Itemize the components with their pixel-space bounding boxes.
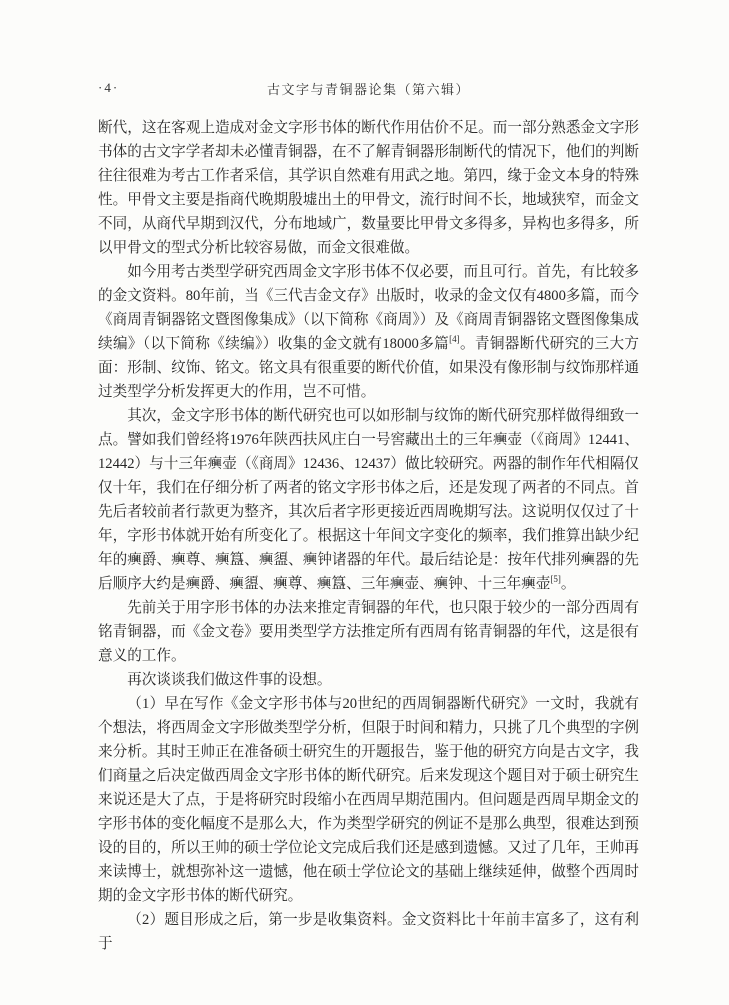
- paragraph: [98, 908, 639, 956]
- text-run: 再次谈谈我们做这件事的设想。: [127, 672, 332, 688]
- text-run: 其次，金文字形书体的断代研究也可以如形制与纹饰的断代研究那样做得细致一点。譬如我们曾经将1976年陕西扶风庄白一号窖藏出土的三年𤼈壶（《商周》12441、12442）与十三年𤼈壶（《商周》12436、12437）做比较研究。两器的制作年代相隔仅仅十年，我们在仔细分析了两者的铭文字形书体之后，还是发现了两者的不同点。首先后者较前者行款更为整齐，其次后者字形更接近西周晚期写法。这说明仅仅过了十年，字形书体就开始有所变化了。根据这十年间文字变化的频率，我们推算出缺少纪年的𤼈爵、𤼈尊、𤼈簋、𤼈盨、𤼈钟诸器的年代。最后结论是：按年代排列𤼈器的先后顺序大约是𤼈爵、𤼈盨、𤼈尊、𤼈簋、三年𤼈壶、𤼈钟、十三年𤼈壶: [98, 408, 639, 592]
- paragraph: [98, 404, 639, 596]
- text-run: 如今用考古类型学研究西周金文字形书体不仅必要，而且可行。首先，有比较多的金文资料。80年前，当《三代吉金文存》出版时，收录的金文仅有4800多篇，而今《商周青铜器铭文暨图像集成》（以下简称《商周》）及《商周青铜器铭文暨图像集成续编》（以下简称《续编》）收集的金文就有18000多篇: [98, 264, 639, 352]
- text-run: 先前关于用字形书体的办法来推定青铜器的年代，也只限于较少的一部分西周有铭青铜器，而《金文卷》要用类型学方法推定所有西周有铭青铜器的年代，这是很有意义的工作。: [98, 600, 639, 664]
- text-run: 断代，这在客观上造成对金文字形书体的断代作用估价不足。而一部分熟悉金文字形书体的古文字学者却未必懂青铜器，在不了解青铜器形制断代的情况下，他们的判断往往很难为考古工作者采信，其学识自然难有用武之地。第四，缘于金文本身的特殊性。甲骨文主要是指商代晚期殷墟出土的甲骨文，流行时间不长，地域狭窄，而金文不同，从商代早期到汉代，分布地域广，数量要比甲骨文多得多，异构也多得多，所以甲骨文的型式分析比较容易做，而金文很难做。: [98, 120, 639, 256]
- footnote-reference: [5]: [550, 574, 561, 585]
- paragraph: [98, 116, 639, 260]
- text-run: 。青铜器断代研究的三大方面：形制、纹饰、铭文。铭文具有很重要的断代价值，如果没有像形制与纹饰那样通过类型学分析发挥更大的作用，岂不可惜。: [98, 336, 639, 400]
- paragraph: [98, 260, 639, 404]
- paragraph: [98, 692, 639, 908]
- page-number: ·4·: [98, 80, 120, 95]
- paragraph: [98, 668, 639, 692]
- running-title: 古文字与青铜器论集（第六辑）: [266, 82, 470, 97]
- text-run: （2）题目形成之后，第一步是收集资料。金文资料比十年前丰富多了，这有利于: [98, 912, 639, 952]
- page-body: [98, 116, 639, 956]
- text-run: 。: [560, 576, 576, 592]
- paragraph: [98, 596, 639, 668]
- footnote-reference: [4]: [449, 334, 460, 345]
- page-header: [98, 79, 639, 97]
- text-run: （1）早在写作《金文字形书体与20世纪的西周铜器断代研究》一文时，我就有个想法，将西周金文字形做类型学分析，但限于时间和精力，只挑了几个典型的字例来分析。其时王帅正在准备硕士研究生的开题报告，鉴于他的研究方向是古文字，我们商量之后决定做西周金文字形书体的断代研究。后来发现这个题目对于硕士研究生来说还是大了点，于是将研究时段缩小在西周早期范围内。但问题是西周早期金文的字形书体的变化幅度不是那么大，作为类型学研究的例证不是那么典型，很难达到预设的目的，所以王帅的硕士学位论文完成后我们还是感到遗憾。又过了几年，王帅再来读博士，就想弥补这一遗憾，他在硕士学位论文的基础上继续延伸，做整个西周时期的金文字形书体的断代研究。: [98, 696, 639, 904]
